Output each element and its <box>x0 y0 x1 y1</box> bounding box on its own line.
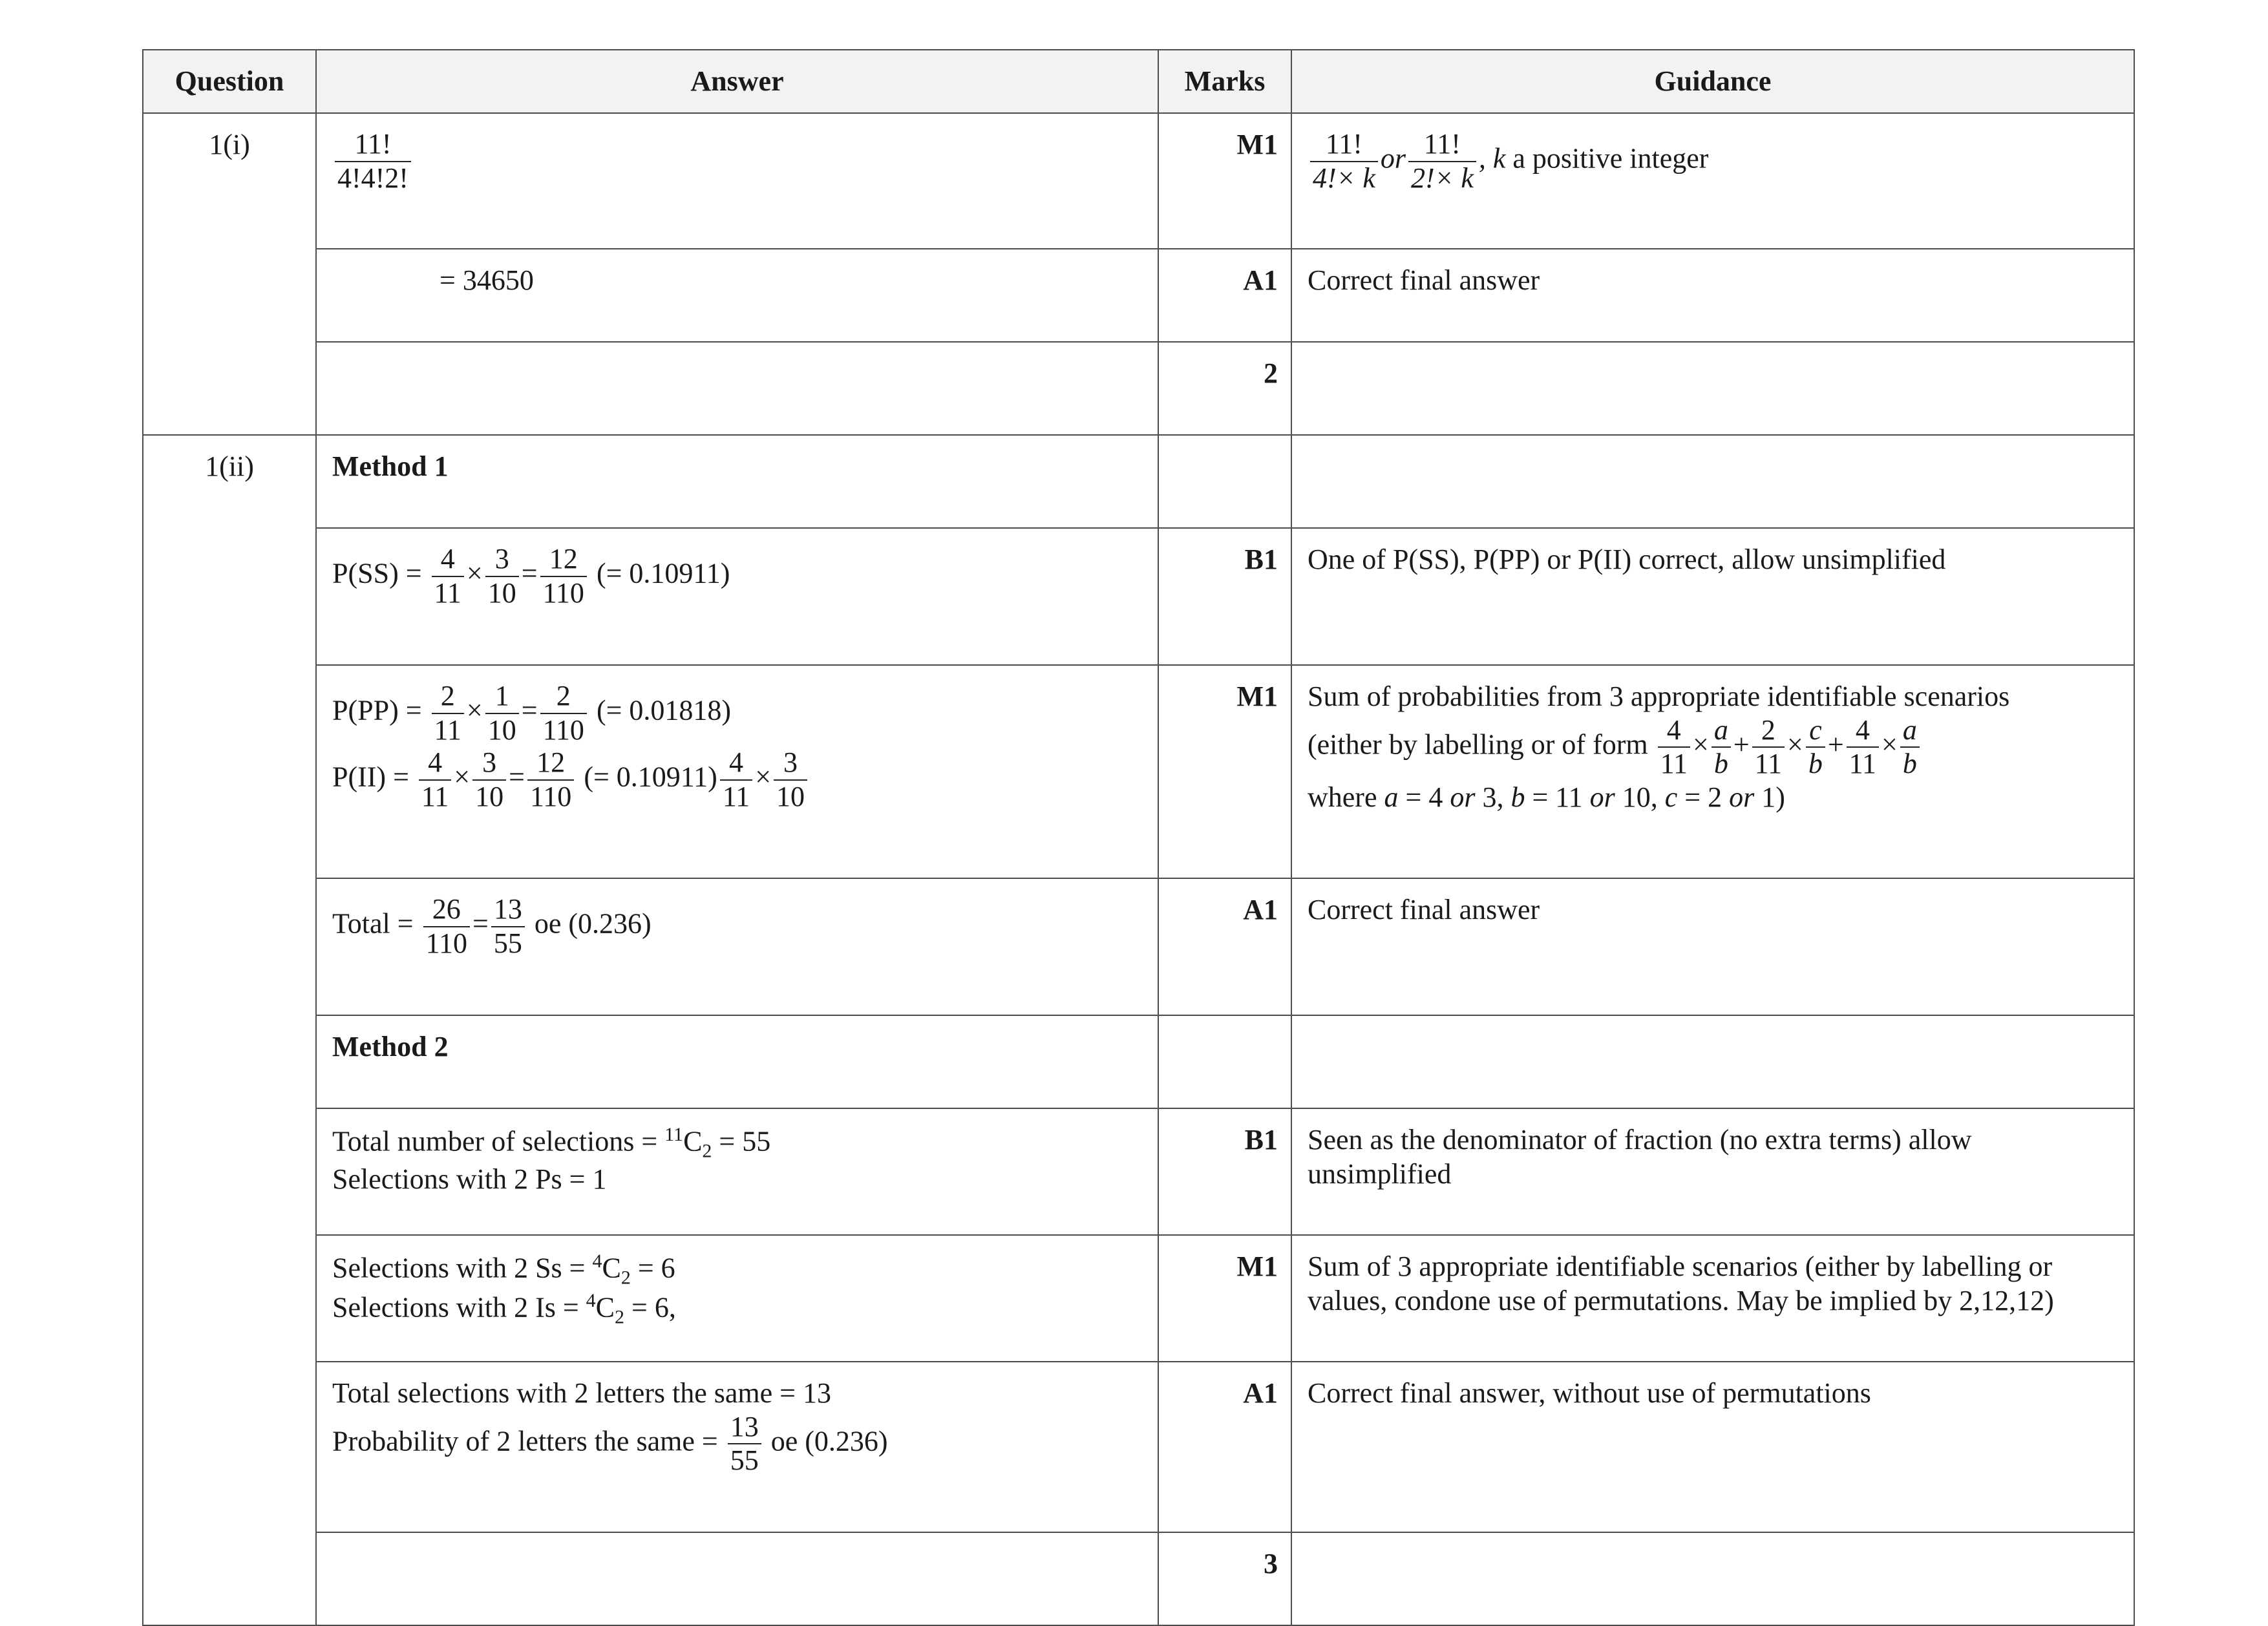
fraction-denominator: 11 <box>1754 748 1783 780</box>
fraction-denominator: 10 <box>487 713 516 746</box>
header-marks: Marks <box>1158 50 1291 113</box>
total-prefix: Total = <box>332 907 414 940</box>
table-row <box>143 1235 2134 1362</box>
subscript: 2 <box>615 1306 625 1328</box>
plus-sign: + <box>1733 728 1750 761</box>
fraction-denominator: 11 <box>434 576 461 609</box>
fraction-denominator: 55 <box>730 1444 759 1477</box>
fraction-denominator: 110 <box>529 780 572 812</box>
fraction <box>423 893 470 960</box>
oe-value: oe (0.236) <box>770 1425 888 1457</box>
answer-line: Total selections with 2 letters the same = 13 <box>332 1377 831 1409</box>
times-sign: × <box>466 557 483 589</box>
header-answer: Answer <box>316 50 1158 113</box>
fraction-numerator: 11! <box>335 128 411 162</box>
guidance-text: 10, <box>1615 781 1665 813</box>
guidance-line: values, condone use of permutations. May be implied by 2,12,12) <box>1308 1284 2054 1316</box>
times-sign: × <box>466 694 483 726</box>
superscript: 4 <box>592 1251 602 1272</box>
answer-text: = 55 <box>712 1125 771 1157</box>
fraction <box>432 543 464 609</box>
answer-cell <box>316 528 1158 665</box>
fraction-numerator: 2 <box>540 680 587 714</box>
table-row <box>143 1362 2134 1532</box>
fraction <box>1658 714 1690 781</box>
table-row <box>143 1015 2134 1108</box>
table-row <box>143 249 2134 342</box>
guidance-line: Sum of probabilities from 3 appropriate identifiable scenarios <box>1308 681 2010 712</box>
guidance-cell <box>1291 1235 2134 1362</box>
subscript: 2 <box>620 1267 631 1289</box>
guidance-text: a positive integer <box>1505 142 1709 174</box>
fraction-denominator: b <box>1808 748 1823 780</box>
or-text: or <box>1589 781 1615 813</box>
or-text: or <box>1450 781 1476 813</box>
equals-sign: = <box>472 907 489 940</box>
guidance-text: = 11 <box>1525 781 1590 813</box>
guidance-text: = 2 <box>1677 781 1730 813</box>
fraction-numerator: a <box>1900 714 1920 748</box>
fraction-numerator: 12 <box>540 543 587 577</box>
answer-line <box>332 1289 1142 1329</box>
table-row <box>143 878 2134 1015</box>
answer-line: Selections with 2 Ps = 1 <box>332 1163 607 1196</box>
guidance-line <box>1308 714 2118 781</box>
fraction <box>540 680 587 746</box>
guidance-text: 3, <box>1475 781 1511 813</box>
fraction-numerator: 3 <box>472 746 506 781</box>
fraction <box>1752 714 1785 781</box>
guidance-cell <box>1291 113 2134 249</box>
mark-cell: B1 <box>1158 528 1291 665</box>
guidance-line: Seen as the denominator of fraction (no extra terms) allow <box>1308 1124 1972 1156</box>
fraction <box>432 680 464 746</box>
fraction <box>527 746 574 813</box>
fraction-denominator: b <box>1713 748 1728 780</box>
fraction-numerator: 4 <box>1658 714 1690 748</box>
answer-cell <box>316 665 1158 878</box>
answer-text: Selections with 2 Ss = <box>332 1252 593 1284</box>
superscript: 4 <box>586 1290 596 1312</box>
mark-cell: A1 <box>1158 249 1291 342</box>
guidance-cell <box>1291 342 2134 435</box>
answer-text: = 6 <box>630 1252 675 1284</box>
fraction-numerator: 2 <box>1752 714 1785 748</box>
guidance-cell <box>1291 1015 2134 1108</box>
mark-scheme <box>142 49 2134 1626</box>
answer-cell <box>316 113 1158 249</box>
fraction-numerator: 12 <box>527 746 574 781</box>
guidance-line <box>1308 781 2118 815</box>
fraction <box>774 746 807 813</box>
table-row <box>143 665 2134 878</box>
or-text: or <box>1380 142 1406 174</box>
fraction-denominator: 11 <box>421 780 449 812</box>
table-row <box>143 528 2134 665</box>
mark-cell <box>1158 1015 1291 1108</box>
fraction-denominator: 11 <box>1849 748 1877 780</box>
guidance-cell <box>1291 1108 2134 1235</box>
answer-line <box>332 1411 1142 1477</box>
guidance-text: = 4 <box>1398 781 1450 813</box>
guidance-cell: One of P(SS), P(PP) or P(II) correct, allow unsimplified <box>1291 528 2134 665</box>
k-symbol: , k <box>1478 142 1506 174</box>
answer-text: = 6, <box>624 1292 676 1324</box>
mark-cell <box>1158 435 1291 528</box>
mark-cell: A1 <box>1158 1362 1291 1532</box>
fraction <box>720 746 752 813</box>
ppp-prefix: P(PP) = <box>332 694 422 726</box>
mark-cell: M1 <box>1158 1235 1291 1362</box>
fraction-denominator: 11 <box>434 713 461 746</box>
table-row <box>143 435 2134 528</box>
approx-value: (= 0.10911) <box>596 557 730 589</box>
fraction-numerator: 3 <box>485 543 519 577</box>
pss-prefix: P(SS) = <box>332 557 422 589</box>
question-label-1i: 1(i) <box>143 113 316 435</box>
times-sign: × <box>1692 728 1709 761</box>
equals-sign: = <box>521 557 538 589</box>
fraction-numerator: 26 <box>423 893 470 927</box>
fraction-denominator: 110 <box>542 713 584 746</box>
answer-text: Total number of selections = <box>332 1125 665 1157</box>
combination-symbol: C <box>602 1252 621 1284</box>
fraction <box>728 1411 761 1477</box>
fraction <box>1806 714 1825 781</box>
answer-text: Selections with 2 Is = <box>332 1292 586 1324</box>
var-b: b <box>1510 781 1525 813</box>
plus-sign: + <box>1827 728 1844 761</box>
fraction-denominator: 2!× k <box>1411 162 1474 194</box>
pii-line <box>332 746 1142 813</box>
times-sign: × <box>1881 728 1898 761</box>
answer-line <box>332 1123 1142 1163</box>
fraction-numerator: 4 <box>432 543 464 577</box>
header-question: Question <box>143 50 316 113</box>
guidance-text: (either by labelling or of form <box>1308 728 1648 761</box>
mark-cell: A1 <box>1158 878 1291 1015</box>
mark-total: 2 <box>1158 342 1291 435</box>
mark-scheme-table <box>142 49 2135 1626</box>
fraction <box>1408 128 1476 195</box>
answer-text: Probability of 2 letters the same = <box>332 1425 718 1457</box>
mark-cell: B1 <box>1158 1108 1291 1235</box>
approx-value: (= 0.10911) <box>584 761 717 793</box>
answer-line <box>332 1250 1142 1289</box>
fraction-numerator: 4 <box>1847 714 1879 748</box>
fraction <box>1712 714 1731 781</box>
table-row <box>143 1108 2134 1235</box>
fraction-numerator: 13 <box>728 1411 761 1445</box>
fraction-denominator: 11 <box>722 780 750 812</box>
fraction-denominator: 10 <box>475 780 504 812</box>
fraction-numerator: 11! <box>1310 128 1378 162</box>
fraction-numerator: c <box>1806 714 1825 748</box>
var-a: a <box>1384 781 1399 813</box>
guidance-cell: Correct final answer <box>1291 249 2134 342</box>
ppp-line <box>332 680 1142 746</box>
fraction-denominator: 55 <box>493 927 522 959</box>
guidance-text: 1) <box>1754 781 1785 813</box>
table-row <box>143 113 2134 249</box>
guidance-cell <box>1291 665 2134 878</box>
fraction-numerator: 13 <box>491 893 525 927</box>
answer-cell <box>316 1108 1158 1235</box>
answer-cell <box>316 878 1158 1015</box>
guidance-line: Sum of 3 appropriate identifiable scenarios (either by labelling or <box>1308 1251 2053 1282</box>
times-sign: × <box>454 761 471 793</box>
equals-sign: = <box>509 761 525 793</box>
fraction-denominator: 11 <box>1660 748 1688 780</box>
guidance-text: where <box>1308 781 1377 813</box>
answer-cell <box>316 1235 1158 1362</box>
fraction-denominator: 10 <box>776 780 805 812</box>
fraction <box>540 543 587 609</box>
oe-value: oe (0.236) <box>534 907 652 940</box>
fraction-numerator: 3 <box>774 746 807 781</box>
mark-total: 3 <box>1158 1532 1291 1625</box>
guidance-line: unsimplified <box>1308 1157 1452 1190</box>
subscript: 2 <box>702 1140 712 1162</box>
header-guidance: Guidance <box>1291 50 2134 113</box>
fraction <box>485 543 519 609</box>
fraction-numerator: 11! <box>1408 128 1476 162</box>
header-row <box>143 50 2134 113</box>
equals-sign: = <box>521 694 538 726</box>
superscript: 11 <box>664 1124 684 1145</box>
table-row <box>143 1532 2134 1625</box>
fraction-denominator: 110 <box>425 927 467 959</box>
fraction <box>491 893 525 960</box>
fraction <box>1847 714 1879 781</box>
fraction-denominator: 4!4!2! <box>337 162 408 194</box>
answer-cell <box>316 342 1158 435</box>
fraction <box>1310 128 1378 195</box>
table-row <box>143 342 2134 435</box>
guidance-cell: Correct final answer, without use of permutations <box>1291 1362 2134 1532</box>
fraction <box>485 680 519 746</box>
times-sign: × <box>755 761 772 793</box>
fraction-numerator: 4 <box>720 746 752 781</box>
answer-cell: = 34650 <box>316 249 1158 342</box>
fraction <box>335 128 411 195</box>
fraction <box>472 746 506 813</box>
guidance-cell <box>1291 1532 2134 1625</box>
pii-prefix: P(II) = <box>332 761 409 793</box>
fraction-denominator: 4!× k <box>1313 162 1375 194</box>
guidance-cell: Correct final answer <box>1291 878 2134 1015</box>
combination-symbol: C <box>595 1292 615 1324</box>
fraction-denominator: 110 <box>542 576 584 609</box>
method-2-label: Method 2 <box>316 1015 1158 1108</box>
mark-cell: M1 <box>1158 665 1291 878</box>
or-text: or <box>1729 781 1755 813</box>
times-sign: × <box>1787 728 1803 761</box>
var-c: c <box>1664 781 1678 813</box>
fraction <box>1900 714 1920 781</box>
method-1-label: Method 1 <box>316 435 1158 528</box>
answer-cell <box>316 1362 1158 1532</box>
answer-cell <box>316 1532 1158 1625</box>
question-label-1ii: 1(ii) <box>143 435 316 1625</box>
guidance-cell <box>1291 435 2134 528</box>
fraction-denominator: b <box>1902 748 1917 780</box>
approx-value: (= 0.01818) <box>596 694 732 726</box>
fraction-numerator: 1 <box>485 680 519 714</box>
fraction-numerator: a <box>1712 714 1731 748</box>
fraction-numerator: 4 <box>419 746 451 781</box>
mark-cell: M1 <box>1158 113 1291 249</box>
fraction-numerator: 2 <box>432 680 464 714</box>
fraction-denominator: 10 <box>487 576 516 609</box>
combination-symbol: C <box>683 1125 703 1157</box>
fraction <box>419 746 451 813</box>
